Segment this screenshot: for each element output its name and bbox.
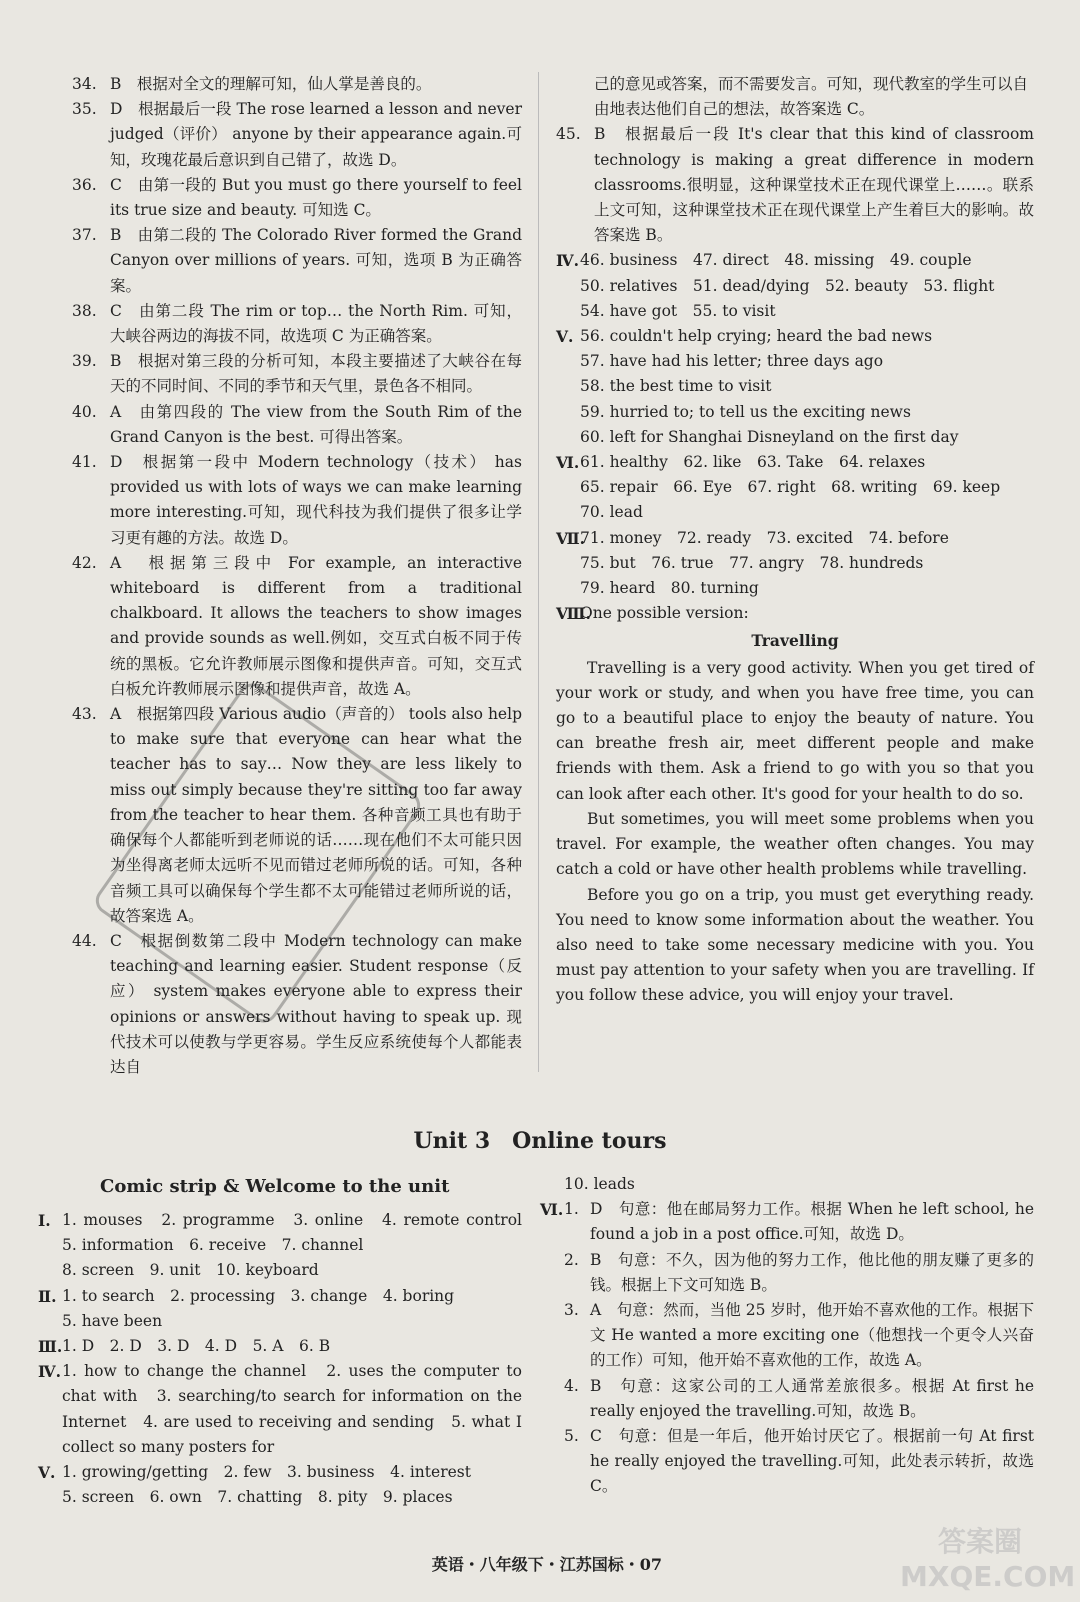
- answer-line: 5. have been: [62, 1311, 163, 1330]
- item-number: 38.: [72, 301, 97, 320]
- item-number: 39.: [72, 352, 97, 371]
- answer-line: 5. screen 6. own 7. chatting 8. pity 9. places: [62, 1488, 453, 1507]
- item-number: 44.: [72, 931, 97, 950]
- section-numeral: Ⅱ.: [38, 1286, 57, 1306]
- answer-item: [72, 400, 522, 450]
- section-answers: [580, 248, 1034, 324]
- answer-item: [72, 929, 522, 1080]
- answer-line: 8. screen 9. unit 10. keyboard: [62, 1261, 319, 1280]
- roman-section: [38, 1334, 522, 1359]
- roman-section: [556, 526, 1034, 602]
- right-column-top: [556, 72, 1034, 1009]
- item-number: 5.: [564, 1427, 579, 1446]
- answer-item: [564, 1197, 1034, 1247]
- section-heading: Comic strip & Welcome to the unit: [100, 1176, 450, 1197]
- answer-item: [72, 223, 522, 299]
- answer-item: [72, 72, 522, 97]
- watermark-logo: 答案圈 MXQE.COM: [900, 1525, 1076, 1593]
- answer-item: [72, 97, 522, 173]
- item-number: 43.: [72, 705, 97, 724]
- item-number: 37.: [72, 226, 97, 245]
- answer-line: 54. have got 55. to visit: [580, 301, 776, 320]
- page-footer: 英语・八年级下・江苏国标・07: [431, 1555, 662, 1574]
- answer-line: 57. have had his letter; three days ago: [580, 352, 884, 371]
- item-text: B 句意：不久，因为他的努力工作，他比他的朋友赚了更多的钱。根据上下文可知选 B。: [590, 1250, 1034, 1294]
- answer-line: 46. business 47. direct 48. missing 49. couple: [580, 251, 972, 270]
- item-number: 35.: [72, 100, 97, 119]
- item-text: B 根据对全文的理解可知，仙人掌是善良的。: [110, 75, 432, 93]
- section-numeral: Ⅵ.: [540, 1200, 564, 1220]
- section-numeral: Ⅷ.: [556, 604, 591, 624]
- item-text: D 根据最后一段 The rose learned a lesson and never judged（评价） anyone by their appearance again.可知，玫瑰花最后意识到自己错了，故选 D。: [110, 100, 522, 169]
- roman-section: [38, 1460, 522, 1510]
- answer-sections: [556, 248, 1034, 626]
- column-divider: [538, 72, 539, 1072]
- section-answers: [580, 324, 1034, 450]
- item-text: A 句意：然而，当他 25 岁时，他开始不喜欢他的工作。根据下文 He wanted a more exciting one（他想找一个更令人兴奋的工作）可知，他开始不喜欢他的工作，故选 A。: [590, 1301, 1034, 1370]
- answer-item: [564, 1298, 1034, 1374]
- roman-section: [38, 1359, 522, 1460]
- item-number: 1.: [564, 1200, 579, 1219]
- section-numeral: Ⅴ.: [556, 327, 574, 347]
- roman-section: [556, 248, 1034, 324]
- answer-line: 61. healthy 62. like 63. Take 64. relaxes: [580, 453, 926, 472]
- essay-paragraphs: [556, 656, 1034, 1009]
- item-text: B 句意：这家公司的工人通常差旅很多。根据 At first he really enjoyed the travelling.可知，故选 B。: [590, 1376, 1034, 1420]
- roman-section: [556, 450, 1034, 526]
- answer-item: [72, 299, 522, 349]
- item-text: B 由第二段的 The Colorado River formed the Grand Canyon over millions of years. 可知，选项 B 为正确答案。: [110, 226, 522, 295]
- answer-line: 70. lead: [580, 503, 643, 522]
- answer-line: 1. to search 2. processing 3. change 4. boring: [62, 1286, 455, 1305]
- answer-line: 58. the best time to visit: [580, 377, 772, 396]
- roman-section: [556, 601, 1034, 626]
- answer-line: 1. how to change the channel 2. uses the computer to chat with 3. searching/to search for information on the Internet 4. are used to receiving and sending 5. what I collect so many posters for: [62, 1362, 522, 1456]
- answer-item: [564, 1424, 1034, 1500]
- item-text: C 由第一段的 But you must go there yourself to feel its true size and beauty. 可知选 C。: [110, 175, 522, 220]
- item-text: C 根据倒数第二段中 Modern technology can make teaching and learning easier. Student response（反应） system makes everyone able to express their opinions or answers without having to speak up. 现代技术可以使教与学更容易。学生反应系统使每个人都能表达自: [110, 931, 522, 1076]
- answer-item-45: [556, 122, 1034, 248]
- answer-item: [72, 450, 522, 551]
- section-numeral: Ⅵ.: [556, 453, 580, 473]
- roman-section: [38, 1284, 522, 1334]
- answer-line: 59. hurried to; to tell us the exciting news: [580, 402, 911, 421]
- item-text: A 根据第四段 Various audio（声音的） tools also help to make sure that everyone can hear what the teacher has to say… Now they are less likely to miss out simply because they're sitting too far away from the teacher to hear them. 各种音频工具也有助于确保每个人都能听到老师说的话……现在他们不太可能只因为坐得离老师太远听不见而错过老师所说的话。可知，各种音频工具可以确保每个学生都不太可能错过老师所说的话，故答案选 A。: [110, 705, 522, 925]
- section-answers: [580, 450, 1034, 526]
- answer-line: 60. left for Shanghai Disneyland on the first day: [580, 427, 959, 446]
- answer-line: 1. mouses 2. programme 3. online 4. remote control 5. information 6. receive 7. channel: [62, 1211, 538, 1255]
- left-column-bottom: [38, 1208, 538, 1510]
- item-number: 4.: [564, 1376, 579, 1395]
- continued-answer: 10. leads: [564, 1175, 635, 1193]
- section-numeral: Ⅳ.: [556, 251, 579, 271]
- essay-paragraph: But sometimes, you will meet some problems when you travel. For example, the weather often changes. You may catch a cold or have other health problems while travelling.: [556, 809, 1034, 879]
- section-answers: [62, 1284, 522, 1334]
- left-column-top: [72, 72, 522, 1080]
- answer-line: 56. couldn't help crying; heard the bad news: [580, 327, 933, 346]
- answer-item: [72, 173, 522, 223]
- section-numeral: Ⅳ.: [38, 1362, 61, 1382]
- item-text: C 句意：但是一年后，他开始讨厌它了。根据前一句 At first he really enjoyed the travelling.可知，此处表示转折，故选 C。: [590, 1427, 1034, 1496]
- section-answers: [564, 1197, 1034, 1499]
- item-text: B 根据最后一段 It's clear that this kind of classroom technology is making a great difference in modern classrooms.很明显，这种课堂技术正在现代课堂上……。联系上文可知，这种课堂技术正在现代课堂上产生着巨大的影响。故答案选 B。: [594, 125, 1034, 245]
- roman-section: [540, 1197, 1034, 1499]
- essay-title: Travelling: [751, 631, 839, 651]
- item-text: B 根据对第三段的分析可知，本段主要描述了大峡谷在每天的不同时间、不同的季节和天气里，景色各不相同。: [110, 352, 522, 396]
- roman-section: [556, 324, 1034, 450]
- continued-answer-44: 己的意见或答案，而不需要发言。可知，现代教室的学生可以自由地表达他们自己的想法，故答案选 C。: [594, 75, 1029, 119]
- answer-item: [72, 702, 522, 929]
- answer-line: 79. heard 80. turning: [580, 579, 759, 598]
- item-number: 42.: [72, 553, 97, 572]
- item-number: 3.: [564, 1301, 579, 1320]
- answer-line: 71. money 72. ready 73. excited 74. before: [580, 528, 949, 547]
- answer-item: [72, 551, 522, 702]
- item-text: A 根据第三段中 For example, an interactive whiteboard is different from a traditional chalkboard. It allows the teachers to show images and provide sounds as well.例如，交互式白板不同于传统的黑板。它允许教师展示图像和提供声音。可知，交互式白板允许教师展示图像和提供声音，故选 A。: [110, 553, 522, 698]
- unit-title: Unit 3 Online tours: [413, 1128, 667, 1154]
- item-number: 40.: [72, 402, 97, 421]
- section-answers: [62, 1359, 522, 1460]
- answer-line: 1. D 2. D 3. D 4. D 5. A 6. B: [62, 1337, 331, 1356]
- answer-line: 65. repair 66. Eye 67. right 68. writing 69. keep: [580, 478, 1001, 497]
- section-answers: [62, 1334, 522, 1359]
- section-numeral: Ⅴ.: [38, 1463, 56, 1483]
- answer-item: [72, 349, 522, 399]
- item-text: A 由第四段的 The view from the South Rim of the Grand Canyon is the best. 可得出答案。: [110, 402, 522, 446]
- section-numeral: Ⅰ.: [38, 1211, 51, 1230]
- item-text: C 由第二段 The rim or top… the North Rim. 可知，大峡谷两边的海拔不同，故选项 C 为正确答案。: [110, 301, 522, 346]
- item-number: 2.: [564, 1250, 579, 1269]
- sample-essay: [556, 628, 1034, 1008]
- item-number: 45.: [556, 125, 581, 144]
- essay-paragraph: Travelling is a very good activity. When you get tired of your work or study, and when you have free time, you can go to a beautiful place to enjoy the beauty of nature. You can breathe fresh air, meet different people and make friends with them. Ask a friend to go with you so that you can look after each other. It's good for your health to do so.: [556, 658, 1034, 803]
- right-column-bottom: [540, 1172, 1034, 1500]
- item-number: 41.: [72, 453, 97, 472]
- item-number: 34.: [72, 75, 97, 93]
- answer-item: [564, 1374, 1034, 1424]
- section-answers: [580, 526, 1034, 602]
- answer-line: 50. relatives 51. dead/dying 52. beauty 53. flight: [580, 276, 995, 295]
- answer-item: [564, 1248, 1034, 1298]
- section-numeral: Ⅶ.: [556, 528, 586, 548]
- answer-line: 1. growing/getting 2. few 3. business 4. interest: [62, 1463, 471, 1482]
- essay-paragraph: Before you go on a trip, you must get everything ready. You need to know some information about the weather. You also need to take some necessary medicine with you. You must pay attention to your safety when you are travelling. If you follow these advice, you will enjoy your travel.: [556, 885, 1034, 1005]
- answer-section-6: [540, 1197, 1034, 1499]
- answer-line: 75. but 76. true 77. angry 78. hundreds: [580, 553, 924, 572]
- item-text: D 根据第一段中 Modern technology（技术） has provided us with lots of ways we can make learning more interesting.可知，现代科技为我们提供了很多让学习更有趣的方法。故选 D。: [110, 453, 522, 547]
- item-number: 36.: [72, 175, 97, 194]
- essay-intro: One possible version:: [580, 604, 749, 623]
- roman-section: [38, 1208, 538, 1284]
- item-text: D 句意：他在邮局努力工作。根据 When he left school, he found a job in a post office.可知，故选 D。: [590, 1200, 1034, 1244]
- section-answers: [62, 1460, 522, 1510]
- section-answers: [62, 1208, 538, 1284]
- section-numeral: Ⅲ.: [38, 1337, 63, 1357]
